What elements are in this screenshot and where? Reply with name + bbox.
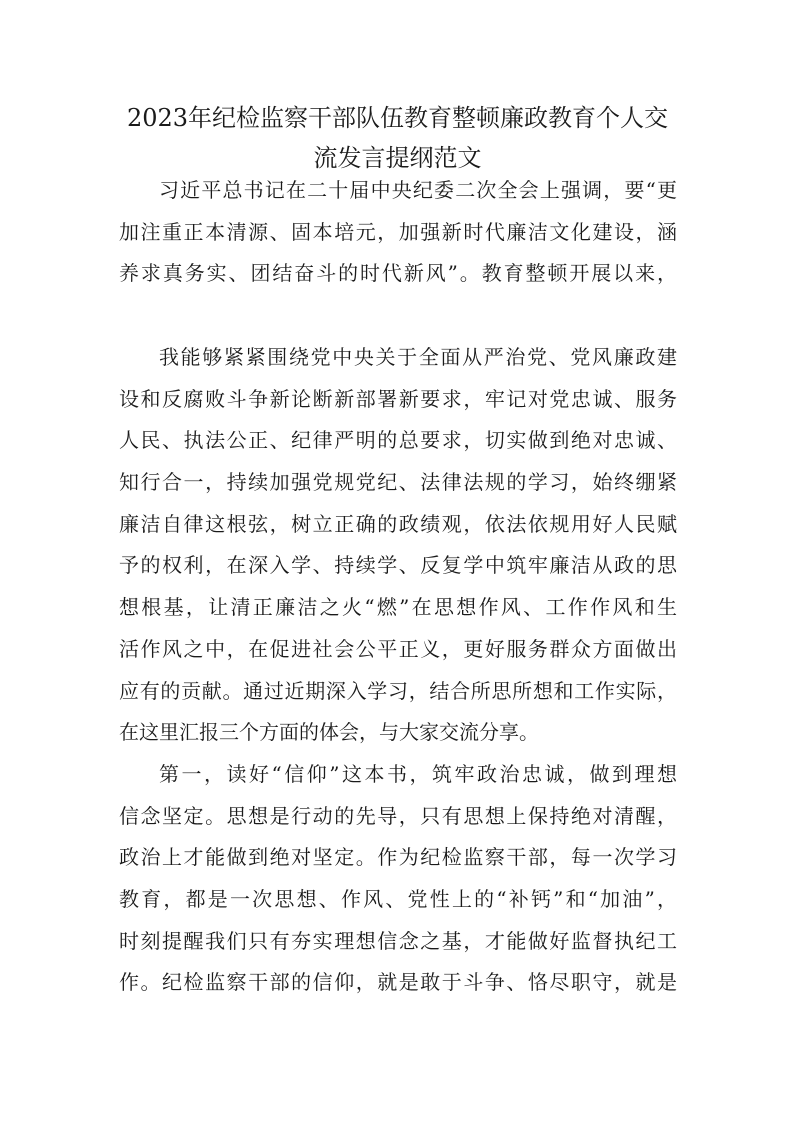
text-line: 予的权利，在深入学、持续学、反复学中筑牢廉洁从政的思: [119, 553, 677, 578]
text-line: 活作风之中，在促进社会公平正义，更好服务群众方面做出: [119, 636, 677, 661]
text-line: 人民、执法公正、纪律严明的总要求，切实做到绝对忠诚、: [119, 428, 677, 453]
text-line: 教育，都是一次思想、作风、党性上的“补钙”和“加油”，: [119, 887, 677, 912]
text-line: 廉洁自律这根弦，树立正确的政绩观，依法依规用好人民赋: [119, 511, 677, 536]
paragraph-2: [119, 337, 677, 754]
text-line: 第一，读好“信仰”这本书，筑牢政治忠诚，做到理想: [159, 762, 677, 786]
text-line: 政治上才能做到绝对坚定。作为纪检监察干部，每一次学习: [119, 845, 677, 870]
document-title: [110, 98, 685, 178]
text-line: 时刻提醒我们只有夯实理想信念之基，才能做好监督执纪工: [119, 928, 677, 953]
text-line: 想根基，让清正廉洁之火“燃”在思想作风、工作作风和生: [119, 595, 677, 620]
text-line: 在这里汇报三个方面的体会，与大家交流分享。: [119, 720, 539, 745]
text-line: 加注重正本清源、固本培元，加强新时代廉洁文化建设，涵: [119, 219, 677, 244]
text-line: 我能够紧紧围绕党中央关于全面从严治党、党风廉政建: [159, 345, 677, 369]
text-line: 设和反腐败斗争新论断新部署新要求，牢记对党忠诚、服务: [119, 386, 677, 411]
text-line: 养求真务实、团结奋斗的时代新风”。教育整顿开展以来，: [119, 261, 677, 286]
text-line: 作。纪检监察干部的信仰，就是敢于斗争、恪尽职守，就是: [119, 970, 677, 995]
text-line: 应有的贡献。通过近期深入学习，结合所思所想和工作实际，: [119, 678, 677, 703]
title-line-1: 2023年纪检监察干部队伍教育整顿廉政教育个人交: [126, 104, 669, 132]
paragraph-3: [119, 754, 677, 1004]
title-line-2: 流发言提纲范文: [313, 144, 482, 172]
text-line: 信念坚定。思想是行动的先导，只有思想上保持绝对清醒，: [119, 803, 677, 828]
text-line: 习近平总书记在二十届中央纪委二次全会上强调，要“更: [159, 178, 677, 202]
text-line: 知行合一，持续加强党规党纪、法律法规的学习，始终绷紧: [119, 470, 677, 495]
paragraph-1: [119, 170, 677, 295]
